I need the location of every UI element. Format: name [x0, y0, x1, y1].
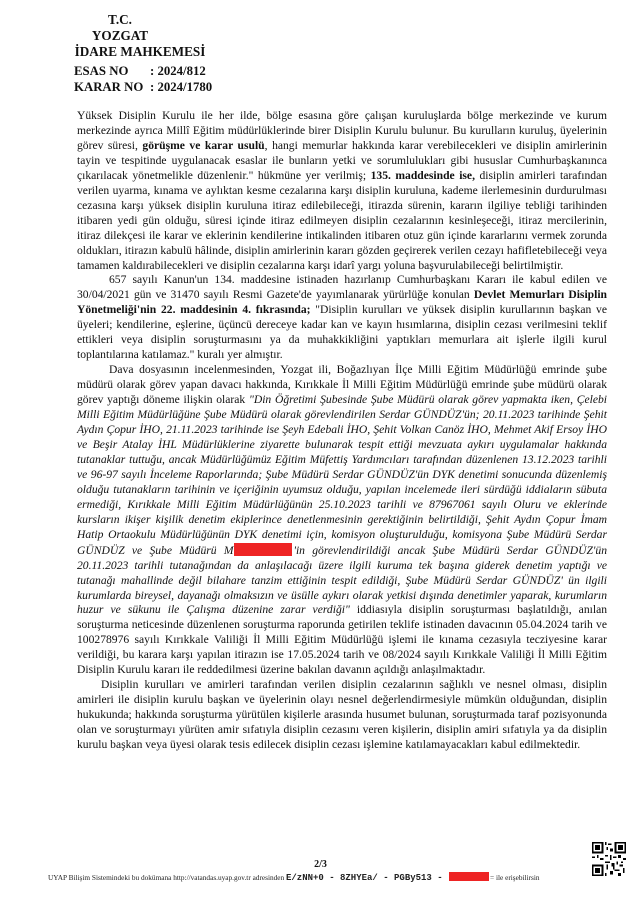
esas-no-label: ESAS NO: [74, 64, 129, 78]
esas-no-row: [74, 63, 206, 79]
paragraph-1: [77, 109, 607, 273]
document-body: [77, 109, 607, 753]
karar-no-row: [74, 79, 212, 95]
city-heading: YOZGAT: [91, 28, 149, 43]
court-heading: İDARE MAHKEMESİ: [74, 44, 206, 59]
p2-text-a: 657 sayılı Kanun'un 134. maddesine istinaden hazırlanıp Cumhurbaşkanı Kararı ile kabul edilen ve 30/04/2021 gün ve 31470 sayılı Resmi Gazete'de yayımlanarak yürürlüğe konulan: [77, 273, 607, 302]
p1-text-e: disiplin amirleri tarafından verilen uyarma, kınama ve aylıktan kesme cezalarına karşı disiplin kuruluna, kademe ilerlemesinin durdurulması cezasına karşı yüksek disiplin kuruluna itiraz edilebileceği, itirazda sürenin, kararın ilgiliye tebliği tarihinden itibaren yedi gün olduğu, süresi içinde itiraz edilmeyen disiplin cezalarının kesinleşeceği, itiraz mercilerinin, itiraz dilekçesi ile karar ve eklerinin kendilerine intikalinden itibaren otuz gün içinde kararlarını vermek zorunda oldukları, itirazın kabulü hâlinde, disiplin amirlerinin kararı gözden geçirerek verilen cezayı hafifletebileceği veya tamamen kaldırabilecekleri ve disiplin cezalarına karşı idarî yargı yoluna başvurulabileceği belirtilmiştir.: [77, 168, 608, 272]
footer-text-b: = ile erişebilirsin: [490, 873, 540, 882]
p3-italic-quote-c: 'in görevlendirildiği ancak Şube Müdürü Serdar GÜNDÜZ'ün 20.11.2023 tarihli tutanağından da anlaşılacağı üzere ilgili kuruma tek başına giderek denetim yaptığı ve tutanağı mahallinde değil bilahare tanzim ettiğinin tespit edildiği, Şube Müdürü Serdar GÜNDÜZ' ün ilgili kurumlarda bireysel, dayanağı olmaksızın ve üsülle aykırı olarak yetkisi dışında denetimler yaparak, kurumların huzur ve sükunu ile Çalışma düzenine zarar verdiği": [77, 543, 608, 617]
p1-bold-article: 135. maddesinde ise,: [370, 168, 475, 182]
p1-bold-phrase: görüşme ve karar usulü: [142, 138, 265, 152]
page-number: 2/3: [314, 859, 327, 870]
p2-text-c: "Disiplin kurulları ve yüksek disiplin kurullarının başkan ve üyeleri; kendilerine, eşlerine, üçüncü dereceye kadar kan ve kayın hısımlarına, disiplin cezası verilmesini teklif ettikleri veya disiplin soruşturmasını ya da muhakkikliğini yaptıkları memurlara ait işlerle ilgili kurul toplantılarına katılamaz." kuralı yer almıştır.: [77, 303, 607, 362]
p1-text-c: , hangi memurlar hakkında karar verebilecekleri ve disiplin amirlerinin tayin ve tespitinde uygulanacak esaslar ile bunların yetki ve sorumlulukları gibi hususlar Cumhurbaşkanınca çıkarılacak yönetmelikle düzenlenir." hükmüne yer verilmiş;: [77, 138, 607, 182]
qr-code-icon: [592, 842, 626, 876]
p3-italic-quote-a: "Din Öğretimi Şubesinde Şube Müdürü olarak görev yapmakta iken, Çelebi Milli Eğitim Müdürlüğüne Şube Müdürü olarak görevlendirilen Serdar GÜNDÜZ'ün; 20.11.2023 tarihinde Şehit Aydın Çopur İHO, 21.11.2023 tarihinde ise Şeyh Edebali İHO, Şehit Volkan Canöz İHO, Mehmet Akif Ersoy İHO ve Beşir Atalay İHL Müdürlüklerine ziyarette bulunarak tespit ettiği mevzuata aykırı uygulamalar hakkında tutanaklar tuttuğu, ancak Müdürlüğümüz Eğitim Müfettiş Yardımcıları tarafından düzenlenen 13.12.2023 tarihli ve 96-97 sayılı İnceleme Raporlarında; Şube Müdürü Serdar GÜNDÜZ'ün DYK denetimi sonucunda düzenlemiş olduğu tutanakların tarihinin ve içeriğinin uyumsuz olduğu, yapılan incelemede ileri sürdüğü iddiaların sübuta ermediği, Kırıkkale Milli Eğitim Müdürlüğünün 25.10.2023 tarihli ve 87967061 sayılı Oluru ve eklerinde kursların ikişer kişilik denetim ekiplerince denetlenmesinin gerektiğinin belirtildiği, Şehit Aydın Çopur İmam Hatip Ortaokulu Müdürlüğünün DYK denetimi için, komisyon oluşturulduğu, komisyona Şube Müdürü Serdar GÜNDÜZ ve Şube Müdürü M: [77, 393, 608, 557]
p3-text-a: Dava dosyasının incelenmesinden, Yozgat ili, Boğazlıyan İlçe Milli Eğitim Müdürlüğü emrinde şube müdürü olarak görev yapan davacı hakkında, Kırıkkale İl Milli Eğitim Müdürlüğü emrinde şube müdürü olarak görev yaptığı döneme ilişkin olarak: [77, 363, 607, 407]
karar-no-value: : 2024/1780: [150, 80, 213, 94]
p3-text-d: iddiasıyla disiplin soruşturması başlatıldığı, anılan soruşturma neticesinde düzenlenen soruşturma raporunda getirilen teklife istinaden davacının 05.04.2024 tarih ve 100278976 sayılı Kırıkkale Valiliği İl Milli Eğitim Müdürlüğü işlemi ile kınama cezasıyla tecziyesine karar verildiği, bu karara karşı yapılan itirazın ise 17.05.2024 tarih ve 08/2024 sayılı Kırıkkale Valiliği İl Milli Eğitim Disiplin Kurulu kararı ile reddedilmesi üzerine bakılan davanın açıldığı anlaşılmaktadır.: [77, 603, 608, 677]
verification-code: E/zNN+0 - 8ZHYEa/ - PGBy513 -: [286, 873, 449, 883]
p1-text-a: Yüksek Disiplin Kurulu ile her ilde, bölge esasına göre çalışan kuruluşlarda bölge merkezinde ve kurum merkezinde ayrıca Millî Eğitim müdürlüklerinde birer Disiplin Kurulu bulunur. Bu kurulların kuruluş, üyelerinin görev süresi,: [77, 109, 607, 152]
paragraph-4: Disiplin kurulları ve amirleri tarafından verilen disiplin cezalarının sağlıklı ve nesnel olması, disiplin amirleri ile disiplin kurulu başkan ve üyelerinin olayı nesnel değerlendirmesiyle mümkün olduğundan, disiplin hukukunda; hakkında soruşturma yürütülen kişilerle arasında husumet bulunan, soruşturmada taraf pozisyonunda olan ve soruşturmayı yürüten amir sıfatıyla disiplin cezasını veren kişilerin, disiplin amiri sıfatıyla ya da disiplin kurulu başkan veya üyesi olarak tesis edilecek disiplin cezası işlemine katılamayacakları kabul edilmektedir.: [77, 678, 607, 752]
esas-no-value: : 2024/812: [150, 64, 206, 78]
paragraph-3: [77, 363, 607, 678]
uyap-footer: [48, 872, 588, 883]
footer-text-a: UYAP Bilişim Sistemindeki bu dokümana http://vatandas.uyap.gov.tr adresinden: [48, 873, 286, 882]
redaction-mark: [234, 543, 292, 556]
p2-bold-regulation: Devlet Memurları Disiplin Yönetmeliği'nin 22. maddesinin 4. fıkrasında;: [77, 288, 608, 317]
paragraph-2: [77, 273, 607, 363]
karar-no-label: KARAR NO: [74, 80, 144, 94]
republic-heading: T.C.: [108, 12, 132, 27]
footer-redaction-mark: [449, 872, 489, 881]
